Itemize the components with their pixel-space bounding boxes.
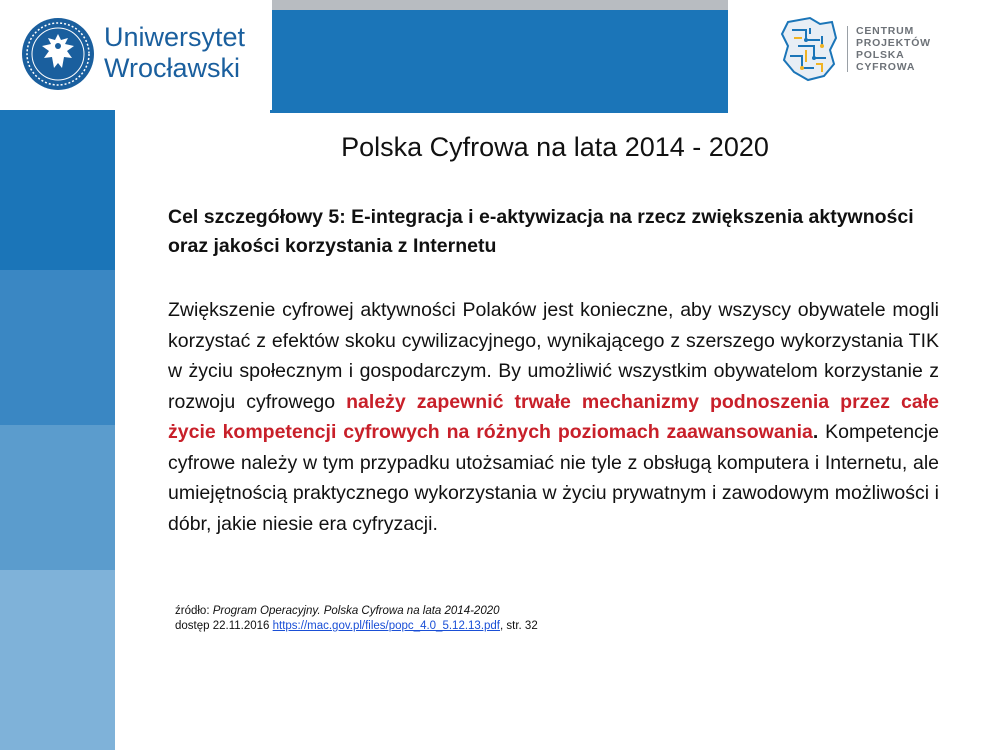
left-color-band — [0, 0, 115, 750]
band-segment — [0, 110, 115, 270]
partner-line1: CENTRUM — [856, 25, 915, 37]
partner-logo-text — [856, 25, 931, 73]
band-segment — [0, 270, 115, 425]
slide-title: Polska Cyfrowa na lata 2014 - 2020 — [341, 132, 769, 162]
body-period: . — [812, 421, 819, 443]
source-note — [175, 604, 775, 634]
body-paragraph — [168, 295, 939, 539]
source-line2 — [175, 619, 775, 634]
source-link[interactable]: https://mac.gov.pl/files/popc_4.0_5.12.13.pdf — [272, 620, 501, 632]
university-name — [104, 22, 245, 84]
header-blue-block — [270, 10, 728, 113]
eagle-emblem-icon — [20, 16, 96, 92]
source-line1 — [175, 604, 775, 619]
body-text-part1: Zwiększenie cyfrowej aktywności Polaków jest konieczne, aby wszyscy obywatele mogli korzystać z efektów skoku cywilizacyjnego, wynikającego z szerszego wykorzystania TIK w życiu społecznym i gospodarczym. By umożliwić wszystkim obywatelom korzystanie z rozwoju cyfrowego — [168, 299, 939, 413]
band-segment — [0, 425, 115, 570]
body-text-part2: Kompetencje cyfrowe należy w tym przypadku utożsamiać nie tyle z obsługą komputera i Internetu, ale umiejętnością praktycznego wykorzystania w życiu prywatnym i zawodowym możliwości i dóbr, jakie niesie era cyfryzacji. — [168, 421, 939, 535]
source-label: źródło: — [175, 605, 213, 617]
university-name-line1: Uniwersytet — [104, 22, 246, 52]
university-name-line2: Wrocławski — [104, 53, 241, 83]
partner-line4: CYFROWA — [856, 61, 916, 73]
circuit-map-icon — [780, 16, 838, 82]
partner-line2: PROJEKTÓW — [856, 37, 931, 49]
source-page: , str. 32 — [500, 620, 538, 632]
university-logo — [0, 0, 272, 110]
objective-heading: Cel szczegółowy 5: E-integracja i e-aktywizacja na rzecz zwiększenia aktywności oraz jakości korzystania z Internetu — [168, 206, 914, 257]
partner-logo-divider — [847, 26, 848, 72]
partner-line3: POLSKA — [856, 49, 905, 61]
source-title: Program Operacyjny. Polska Cyfrowa na lata 2014-2020 — [212, 605, 500, 617]
source-access-date: dostęp 22.11.2016 — [175, 620, 273, 632]
band-segment — [0, 570, 115, 750]
body-highlight: należy zapewnić trwałe mechanizmy podnoszenia przez całe życie kompetencji cyfrowych na różnych poziomach zaawansowania — [168, 390, 940, 443]
